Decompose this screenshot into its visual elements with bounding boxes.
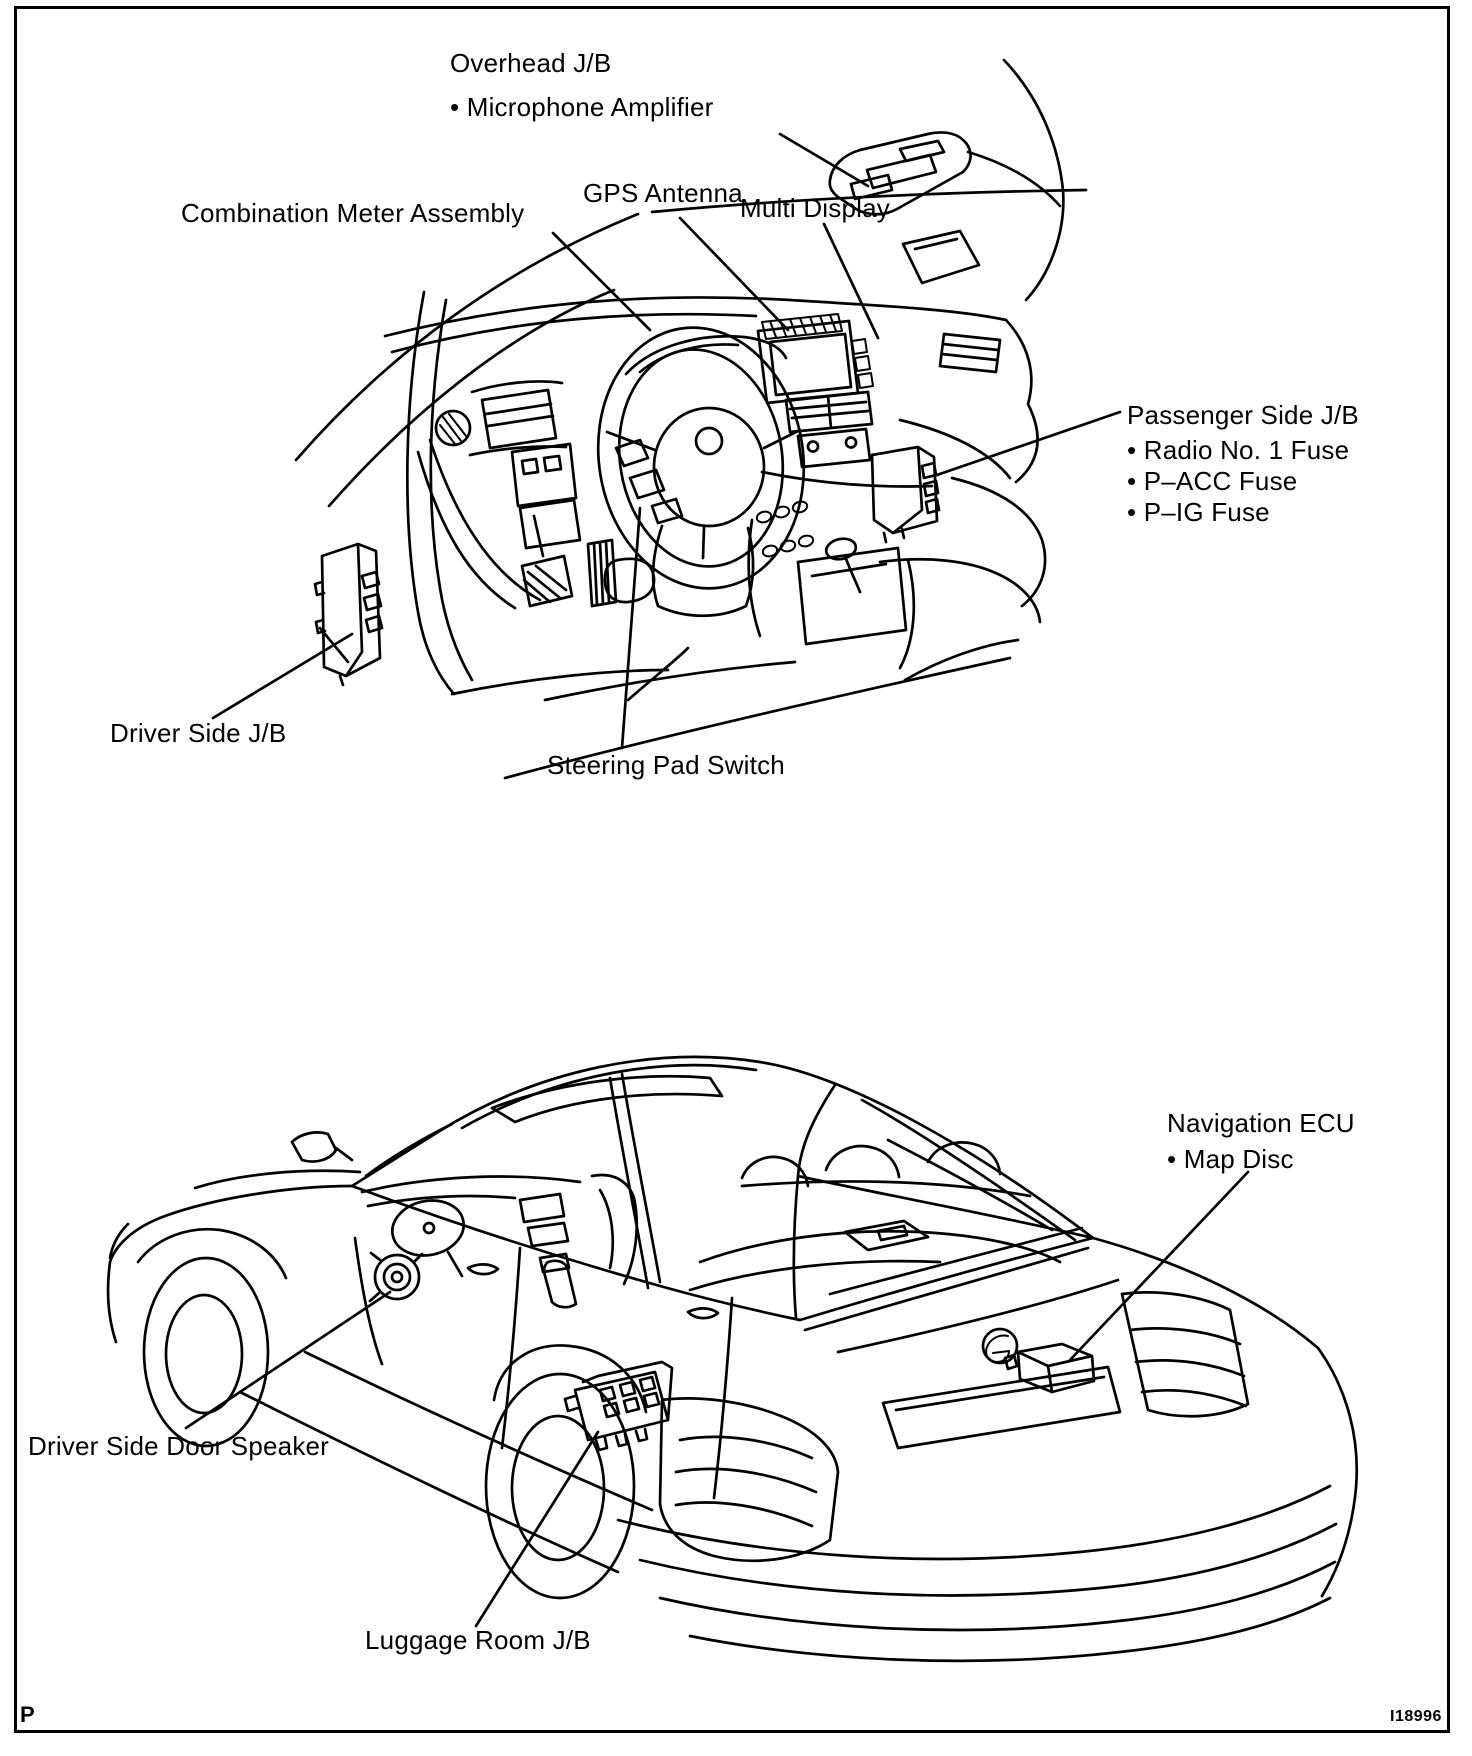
label-multi-display: Multi Display [740, 193, 890, 223]
label-combination-meter: Combination Meter Assembly [181, 198, 525, 228]
footrest-pedal [605, 559, 654, 602]
label-navigation-ecu-bullet: • Map Disc [1167, 1144, 1294, 1174]
leader-driver-jb [213, 628, 352, 718]
leader-combination-meter [553, 233, 650, 330]
driver-jb-unit [315, 544, 382, 685]
label-overhead-jb: Overhead J/B [450, 48, 612, 78]
multi-display-unit [758, 321, 858, 403]
interior-diagram [213, 60, 1120, 778]
label-door-speaker: Driver Side Door Speaker [28, 1431, 330, 1461]
passenger-jb-unit [872, 447, 939, 542]
leader-steering-pad [622, 508, 640, 748]
round-vent [436, 411, 470, 445]
a-pillar [407, 292, 472, 694]
right-tail-light [1122, 1292, 1248, 1416]
door-mirror [903, 231, 979, 283]
side-mirror [292, 1132, 352, 1161]
driver-vents [470, 381, 566, 455]
figure-id: I18996 [1390, 1708, 1442, 1725]
console-buttons [757, 502, 813, 557]
leader-passenger-jb [934, 412, 1120, 476]
windshield-lines [296, 60, 1086, 506]
page-corner-mark: P [20, 1702, 35, 1727]
front-wheel [138, 1229, 286, 1446]
label-driver-jb: Driver Side J/B [110, 718, 287, 748]
shifter-gate [798, 548, 906, 644]
steering-hub [654, 408, 764, 526]
shift-knob [824, 536, 858, 562]
label-passenger-jb-bullet-1: • Radio No. 1 Fuse [1127, 435, 1350, 465]
passenger-seat [880, 478, 1045, 680]
center-console [749, 502, 914, 668]
lexus-emblem [983, 1329, 1017, 1363]
rear-headrests [742, 1142, 1030, 1196]
horn-button [696, 428, 722, 454]
shift-lever [845, 556, 860, 592]
passenger-vent [940, 334, 1000, 372]
audio-unit [798, 429, 870, 467]
label-gps-antenna: GPS Antenna [583, 178, 743, 208]
label-passenger-jb-bullet-3: • P–IG Fuse [1127, 497, 1270, 527]
label-luggage-jb: Luggage Room J/B [365, 1625, 591, 1655]
luggage-jb-unit [565, 1362, 672, 1450]
stop-lamp [845, 1221, 928, 1250]
leader-door-speaker [186, 1292, 390, 1428]
rear-window [798, 1085, 1093, 1240]
label-navigation-ecu: Navigation ECU [1167, 1108, 1355, 1138]
label-passenger-jb-bullet-2: • P–ACC Fuse [1127, 466, 1298, 496]
car-roof [438, 1057, 1093, 1238]
sunroof [492, 1076, 722, 1122]
door-speaker-unit [370, 1253, 422, 1301]
label-overhead-jb-bullet: • Microphone Amplifier [450, 92, 714, 122]
license-plate-recess [883, 1367, 1120, 1448]
label-steering-pad-switch: Steering Pad Switch [547, 750, 785, 780]
leader-navigation-ecu [1070, 1172, 1248, 1360]
leader-overhead-jb [780, 134, 868, 186]
label-passenger-jb: Passenger Side J/B [1127, 400, 1359, 430]
